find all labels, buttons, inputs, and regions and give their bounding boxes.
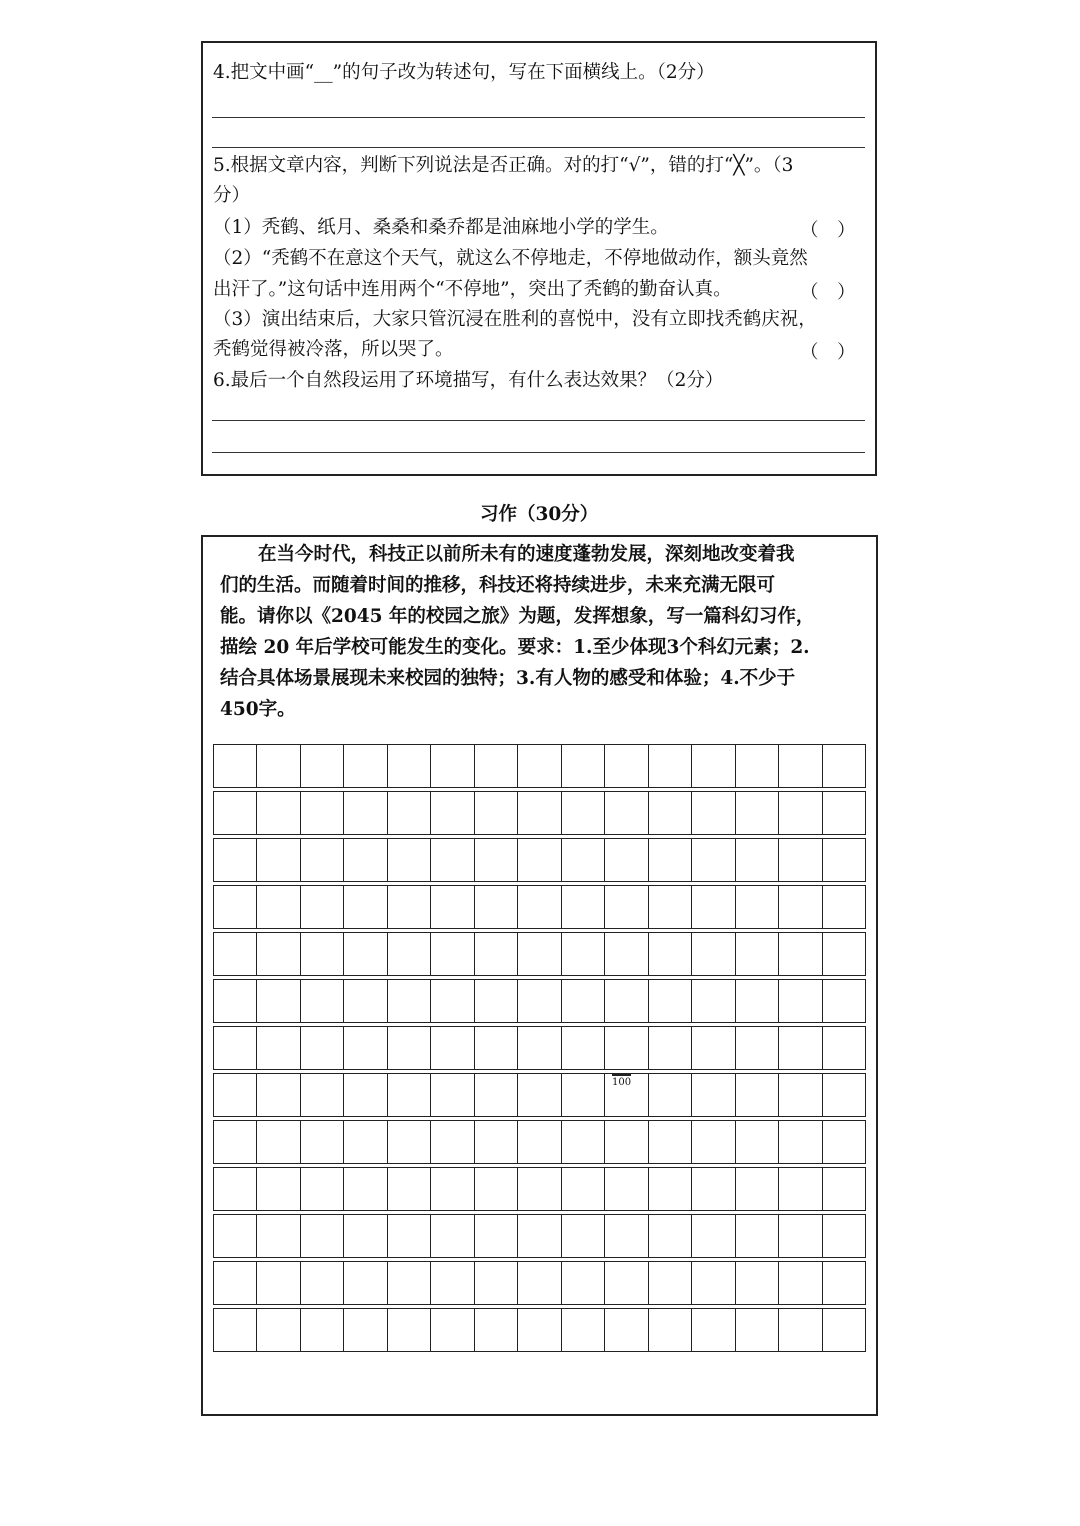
grid-cell[interactable]: [736, 1309, 779, 1351]
grid-cell[interactable]: [301, 980, 344, 1022]
grid-cell[interactable]: [823, 1215, 865, 1257]
grid-cell[interactable]: [736, 1215, 779, 1257]
grid-cell[interactable]: [562, 1168, 605, 1210]
grid-cell[interactable]: [344, 1074, 387, 1116]
grid-cell[interactable]: [779, 1215, 822, 1257]
grid-cell[interactable]: [605, 1262, 648, 1304]
q5-item-1: （1）秃鹤、纸月、桑桑和桑乔都是油麻地小学的学生。: [213, 217, 669, 238]
grid-cell[interactable]: [301, 1074, 344, 1116]
grid-cell[interactable]: [649, 933, 692, 975]
question-4: 4.把文中画“__”的句子改为转述句，写在下面横线上。（2分）: [213, 62, 715, 83]
grid-cell[interactable]: [475, 886, 518, 928]
grid-cell[interactable]: [344, 1262, 387, 1304]
grid-cell[interactable]: [301, 1121, 344, 1163]
grid-cell[interactable]: [301, 792, 344, 834]
grid-cell[interactable]: [214, 745, 257, 787]
grid-cell[interactable]: [779, 1262, 822, 1304]
grid-cell[interactable]: [736, 792, 779, 834]
grid-cell[interactable]: [257, 1309, 300, 1351]
grid-cell[interactable]: [605, 1121, 648, 1163]
grid-cell[interactable]: [518, 1262, 561, 1304]
grid-cell[interactable]: [431, 1074, 474, 1116]
answer-line[interactable]: [212, 117, 865, 118]
answer-line[interactable]: [212, 452, 865, 453]
grid-cell[interactable]: [214, 886, 257, 928]
grid-cell[interactable]: [475, 745, 518, 787]
grid-cell[interactable]: [518, 792, 561, 834]
grid-cell[interactable]: [344, 933, 387, 975]
grid-cell[interactable]: [562, 792, 605, 834]
grid-cell[interactable]: [301, 1309, 344, 1351]
grid-row: [213, 791, 866, 835]
grid-cell[interactable]: [736, 839, 779, 881]
grid-cell[interactable]: [823, 933, 865, 975]
essay-title: 习作（30分）: [480, 504, 599, 525]
grid-cell[interactable]: [692, 1121, 735, 1163]
grid-cell[interactable]: [736, 1074, 779, 1116]
grid-row: [213, 885, 866, 929]
grid-cell[interactable]: [518, 886, 561, 928]
grid-cell[interactable]: [562, 839, 605, 881]
grid-cell[interactable]: [605, 1027, 648, 1069]
grid-cell[interactable]: [431, 886, 474, 928]
grid-cell[interactable]: [692, 792, 735, 834]
q5-item-3: （3）演出结束后，大家只管沉浸在胜利的喜悦中，没有立即找秃鹤庆祝，: [213, 309, 817, 330]
grid-cell[interactable]: [214, 1215, 257, 1257]
grid-cell[interactable]: [214, 792, 257, 834]
grid-cell[interactable]: [344, 1215, 387, 1257]
grid-cell[interactable]: [475, 1074, 518, 1116]
grid-cell[interactable]: [736, 745, 779, 787]
grid-cell[interactable]: [779, 886, 822, 928]
grid-cell[interactable]: [388, 1121, 431, 1163]
grid-cell[interactable]: [649, 1121, 692, 1163]
essay-prompt-line: 描绘 20 年后学校可能发生的变化。要求：1.至少体现3个科幻元素；2.: [220, 637, 810, 658]
grid-cell[interactable]: [823, 745, 865, 787]
grid-cell[interactable]: [649, 1168, 692, 1210]
grid-cell[interactable]: [736, 1262, 779, 1304]
grid-cell[interactable]: [823, 1168, 865, 1210]
q5-item-3-cont: 秃鹤觉得被冷落，所以哭了。: [213, 339, 454, 360]
grid-cell[interactable]: [736, 1168, 779, 1210]
grid-cell[interactable]: [518, 1309, 561, 1351]
grid-cell[interactable]: [301, 1215, 344, 1257]
grid-cell[interactable]: [823, 839, 865, 881]
question-5: 5.根据文章内容，判断下列说法是否正确。对的打“√”，错的打“╳”。（3: [213, 155, 794, 176]
grid-cell[interactable]: [475, 1168, 518, 1210]
grid-cell[interactable]: [475, 792, 518, 834]
grid-cell[interactable]: [214, 1121, 257, 1163]
grid-cell[interactable]: [388, 745, 431, 787]
grid-cell[interactable]: [431, 980, 474, 1022]
q5-item-2: （2）“秃鹤不在意这个天气，就这么不停地走，不停地做动作，额头竟然: [213, 248, 808, 269]
grid-cell[interactable]: [692, 745, 735, 787]
grid-cell[interactable]: [649, 1262, 692, 1304]
grid-cell[interactable]: [649, 792, 692, 834]
grid-cell[interactable]: [214, 839, 257, 881]
grid-cell[interactable]: [779, 1027, 822, 1069]
answer-line[interactable]: [212, 420, 865, 421]
grid-cell[interactable]: [692, 839, 735, 881]
grid-cell[interactable]: [518, 1074, 561, 1116]
essay-prompt-line: 在当今时代，科技正以前所未有的速度蓬勃发展，深刻地改变着我: [258, 544, 795, 565]
grid-row: [213, 744, 866, 788]
grid-cell[interactable]: [431, 933, 474, 975]
grid-cell[interactable]: [518, 1027, 561, 1069]
grid-cell[interactable]: [692, 886, 735, 928]
grid-cell[interactable]: [562, 1027, 605, 1069]
grid-cell[interactable]: [214, 1027, 257, 1069]
grid-cell[interactable]: [301, 1027, 344, 1069]
grid-row: [213, 1214, 866, 1258]
answer-line[interactable]: [212, 147, 865, 148]
grid-cell[interactable]: [431, 839, 474, 881]
grid-cell[interactable]: [649, 1215, 692, 1257]
grid-cell[interactable]: [736, 933, 779, 975]
writing-grid[interactable]: [213, 744, 866, 1355]
grid-cell[interactable]: [562, 886, 605, 928]
grid-cell[interactable]: [344, 1309, 387, 1351]
grid-cell[interactable]: [301, 745, 344, 787]
grid-row: [213, 932, 866, 976]
grid-row: [213, 979, 866, 1023]
grid-cell[interactable]: [649, 886, 692, 928]
grid-cell[interactable]: [475, 1215, 518, 1257]
question-5-cont: 分）: [213, 185, 251, 206]
grid-cell[interactable]: [257, 1121, 300, 1163]
grid-cell[interactable]: [823, 792, 865, 834]
grid-cell[interactable]: [475, 1121, 518, 1163]
essay-prompt-line: 450字。: [220, 699, 296, 720]
grid-cell[interactable]: [562, 745, 605, 787]
grid-cell[interactable]: [649, 1074, 692, 1116]
grid-cell[interactable]: [562, 1121, 605, 1163]
grid-cell[interactable]: [257, 1215, 300, 1257]
grid-cell[interactable]: [214, 933, 257, 975]
grid-cell[interactable]: [431, 745, 474, 787]
question-6: 6.最后一个自然段运用了环境描写，有什么表达效果？（2分）: [213, 370, 724, 391]
grid-cell[interactable]: [257, 980, 300, 1022]
grid-cell[interactable]: [736, 1027, 779, 1069]
grid-cell[interactable]: [214, 980, 257, 1022]
grid-cell[interactable]: [779, 745, 822, 787]
grid-cell[interactable]: [431, 792, 474, 834]
grid-cell[interactable]: [388, 1262, 431, 1304]
grid-cell[interactable]: [388, 886, 431, 928]
grid-cell[interactable]: [823, 1262, 865, 1304]
grid-cell[interactable]: [388, 1309, 431, 1351]
grid-cell[interactable]: [301, 1168, 344, 1210]
grid-row: [213, 1026, 866, 1070]
grid-cell[interactable]: [214, 1309, 257, 1351]
grid-cell[interactable]: [692, 980, 735, 1022]
grid-cell[interactable]: [344, 1168, 387, 1210]
q5-item-1-blank[interactable]: （ ）: [800, 220, 856, 241]
grid-cell[interactable]: [823, 1027, 865, 1069]
grid-cell[interactable]: [431, 1262, 474, 1304]
grid-cell[interactable]: [431, 1168, 474, 1210]
grid-cell[interactable]: [301, 886, 344, 928]
grid-cell[interactable]: [301, 839, 344, 881]
q5-item-3-blank[interactable]: （ ）: [800, 342, 856, 363]
grid-cell[interactable]: [823, 980, 865, 1022]
grid-cell[interactable]: [692, 933, 735, 975]
word-count-marker: 100: [612, 1074, 631, 1088]
grid-cell[interactable]: [823, 1309, 865, 1351]
grid-cell[interactable]: [823, 886, 865, 928]
essay-prompt-line: 们的生活。而随着时间的推移，科技还将持续进步，未来充满无限可: [220, 575, 776, 596]
grid-cell[interactable]: [475, 1027, 518, 1069]
grid-cell[interactable]: [257, 792, 300, 834]
grid-cell[interactable]: [692, 1262, 735, 1304]
grid-cell[interactable]: [562, 980, 605, 1022]
grid-cell[interactable]: [605, 886, 648, 928]
grid-cell[interactable]: [692, 1074, 735, 1116]
grid-cell[interactable]: [388, 1074, 431, 1116]
grid-cell[interactable]: [649, 1309, 692, 1351]
grid-cell[interactable]: [214, 1262, 257, 1304]
grid-cell[interactable]: [518, 1215, 561, 1257]
grid-cell[interactable]: [562, 1309, 605, 1351]
grid-cell[interactable]: [344, 886, 387, 928]
grid-cell[interactable]: [388, 839, 431, 881]
grid-cell[interactable]: [301, 933, 344, 975]
grid-cell[interactable]: [823, 1074, 865, 1116]
grid-row: [213, 1308, 866, 1352]
grid-cell[interactable]: [388, 1168, 431, 1210]
grid-cell[interactable]: [649, 980, 692, 1022]
grid-cell[interactable]: [562, 1074, 605, 1116]
grid-cell[interactable]: [605, 1215, 648, 1257]
grid-cell[interactable]: [344, 1027, 387, 1069]
grid-cell[interactable]: [779, 1168, 822, 1210]
grid-row: [213, 838, 866, 882]
grid-cell[interactable]: [562, 1215, 605, 1257]
grid-cell[interactable]: [692, 1168, 735, 1210]
grid-row: [213, 1261, 866, 1305]
grid-cell[interactable]: [779, 839, 822, 881]
grid-cell[interactable]: [518, 980, 561, 1022]
grid-cell[interactable]: [779, 1309, 822, 1351]
grid-row: [213, 1167, 866, 1211]
grid-cell[interactable]: [518, 1168, 561, 1210]
grid-cell[interactable]: [388, 980, 431, 1022]
grid-cell[interactable]: [344, 792, 387, 834]
grid-cell[interactable]: [344, 980, 387, 1022]
grid-cell[interactable]: [692, 1309, 735, 1351]
grid-cell[interactable]: [562, 1262, 605, 1304]
essay-prompt-line: 结合具体场景展现未来校园的独特；3.有人物的感受和体验；4.不少于: [220, 668, 796, 689]
grid-cell[interactable]: [605, 933, 648, 975]
grid-cell[interactable]: [388, 1027, 431, 1069]
grid-cell[interactable]: [475, 1309, 518, 1351]
grid-cell[interactable]: [257, 1074, 300, 1116]
grid-cell[interactable]: [475, 839, 518, 881]
grid-cell[interactable]: [388, 933, 431, 975]
grid-cell[interactable]: [605, 792, 648, 834]
q5-item-2-cont: 出汗了。”这句话中连用两个“不停地”，突出了秃鹤的勤奋认真。: [213, 279, 732, 300]
grid-cell[interactable]: [257, 886, 300, 928]
grid-cell[interactable]: [518, 933, 561, 975]
grid-cell[interactable]: [518, 1121, 561, 1163]
grid-cell[interactable]: [431, 1215, 474, 1257]
grid-cell[interactable]: [475, 1262, 518, 1304]
grid-cell[interactable]: [779, 980, 822, 1022]
grid-cell[interactable]: [605, 745, 648, 787]
grid-cell[interactable]: [562, 933, 605, 975]
grid-row: [213, 1120, 866, 1164]
grid-cell[interactable]: [257, 933, 300, 975]
grid-cell[interactable]: [736, 886, 779, 928]
grid-cell[interactable]: [605, 980, 648, 1022]
grid-cell[interactable]: [736, 1121, 779, 1163]
grid-cell[interactable]: [257, 1027, 300, 1069]
grid-cell[interactable]: [605, 1168, 648, 1210]
grid-cell[interactable]: [779, 1121, 822, 1163]
grid-cell[interactable]: [344, 839, 387, 881]
grid-cell[interactable]: [692, 1027, 735, 1069]
grid-cell[interactable]: [605, 839, 648, 881]
essay-prompt-line: 能。请你以《2045 年的校园之旅》为题，发挥想象，写一篇科幻习作，: [220, 606, 815, 627]
grid-row: [213, 1073, 866, 1117]
grid-cell[interactable]: [649, 839, 692, 881]
q5-item-2-blank[interactable]: （ ）: [800, 282, 856, 303]
grid-cell[interactable]: [518, 745, 561, 787]
grid-cell[interactable]: [779, 792, 822, 834]
grid-cell[interactable]: [605, 1309, 648, 1351]
grid-cell[interactable]: [214, 1168, 257, 1210]
grid-cell[interactable]: [779, 1074, 822, 1116]
grid-cell[interactable]: [257, 1168, 300, 1210]
grid-cell[interactable]: [431, 1027, 474, 1069]
grid-cell[interactable]: [431, 1121, 474, 1163]
grid-cell[interactable]: [779, 933, 822, 975]
grid-cell[interactable]: [649, 1027, 692, 1069]
grid-cell[interactable]: [823, 1121, 865, 1163]
grid-cell[interactable]: [692, 1215, 735, 1257]
grid-cell[interactable]: [649, 745, 692, 787]
grid-cell[interactable]: [475, 980, 518, 1022]
grid-cell[interactable]: [257, 745, 300, 787]
grid-cell[interactable]: [431, 1309, 474, 1351]
grid-cell[interactable]: [736, 980, 779, 1022]
grid-cell[interactable]: [214, 1074, 257, 1116]
grid-cell[interactable]: [475, 933, 518, 975]
grid-cell[interactable]: [257, 839, 300, 881]
grid-cell[interactable]: [388, 1215, 431, 1257]
grid-cell[interactable]: [344, 745, 387, 787]
grid-cell[interactable]: [388, 792, 431, 834]
grid-cell[interactable]: [344, 1121, 387, 1163]
grid-cell[interactable]: [301, 1262, 344, 1304]
grid-cell[interactable]: [518, 839, 561, 881]
grid-cell[interactable]: [257, 1262, 300, 1304]
